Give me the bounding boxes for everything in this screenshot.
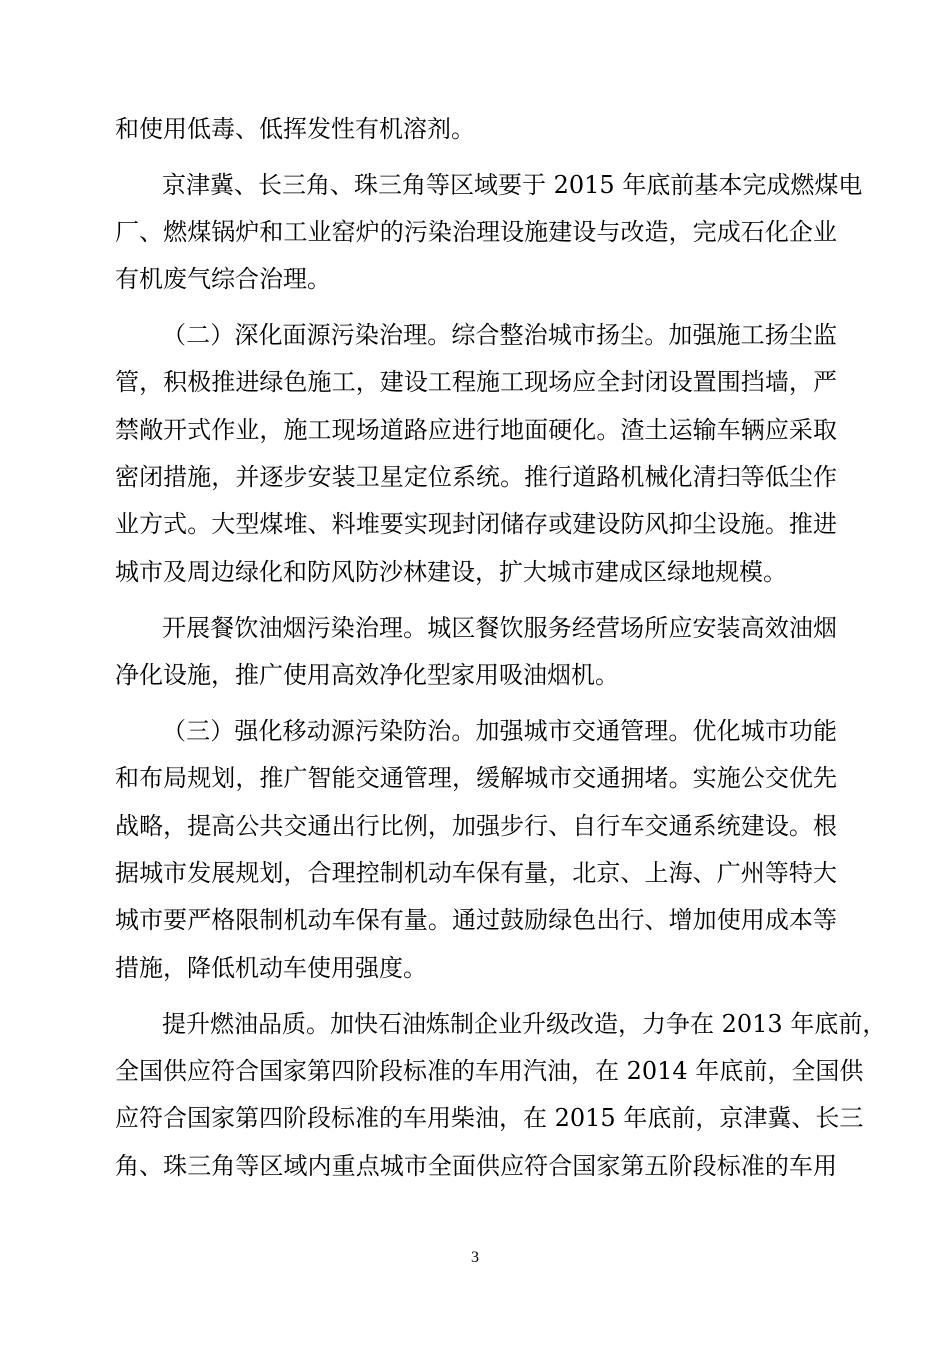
paragraph-line: 禁敞开式作业，施工现场道路应进行地面硬化。渣土运输车辆应采取 [115, 416, 837, 444]
paragraph-line: 开展餐饮油烟污染治理。城区餐饮服务经营场所应安装高效油烟 [162, 614, 837, 642]
paragraph-line: 净化设施，推广使用高效净化型家用吸油烟机。 [115, 661, 619, 689]
paragraph-line: 提升燃油品质。加快石油炼制企业升级改造，力争在 2013 年底前， [162, 1010, 887, 1038]
paragraph-line: 管，积极推进绿色施工，建设工程施工现场应全封闭设置围挡墙，严 [115, 368, 837, 396]
paragraph-line: 措施，降低机动车使用强度。 [115, 954, 427, 982]
page-number: 3 [471, 1249, 479, 1266]
paragraph-line: 和使用低毒、低挥发性有机溶剂。 [115, 115, 475, 143]
paragraph-line: 业方式。大型煤堆、料堆要实现封闭储存或建设防风抑尘设施。推进 [115, 510, 837, 538]
paragraph-line: 全国供应符合国家第四阶段标准的车用汽油，在 2014 年底前，全国供 [115, 1057, 864, 1085]
paragraph-line: 城市及周边绿化和防风防沙林建设，扩大城市建成区绿地规模。 [115, 558, 787, 586]
paragraph-line: 有机废气综合治理。 [115, 265, 331, 293]
section-heading-line: （三）强化移动源污染防治。加强城市交通管理。优化城市功能 [162, 717, 837, 745]
section-heading-line: （二）深化面源污染治理。综合整治城市扬尘。加强施工扬尘监 [162, 321, 837, 349]
paragraph-line: 京津冀、长三角、珠三角等区域要于 2015 年底前基本完成燃煤电 [162, 171, 863, 199]
paragraph-line: 密闭措施，并逐步安装卫星定位系统。推行道路机械化清扫等低尘作 [115, 463, 837, 491]
paragraph-line: 应符合国家第四阶段标准的车用柴油，在 2015 年底前，京津冀、长三 [115, 1104, 864, 1132]
paragraph-line: 战略，提高公共交通出行比例，加强步行、自行车交通系统建设。根 [115, 812, 837, 840]
paragraph-line: 城市要严格限制机动车保有量。通过鼓励绿色出行、增加使用成本等 [115, 906, 837, 934]
paragraph-line: 和布局规划，推广智能交通管理，缓解城市交通拥堵。实施公交优先 [115, 764, 837, 792]
paragraph-line: 据城市发展规划，合理控制机动车保有量，北京、上海、广州等特大 [115, 859, 837, 887]
paragraph-line: 厂、燃煤锅炉和工业窑炉的污染治理设施建设与改造，完成石化企业 [115, 218, 837, 246]
paragraph-line: 角、珠三角等区域内重点城市全面供应符合国家第五阶段标准的车用 [115, 1152, 837, 1180]
